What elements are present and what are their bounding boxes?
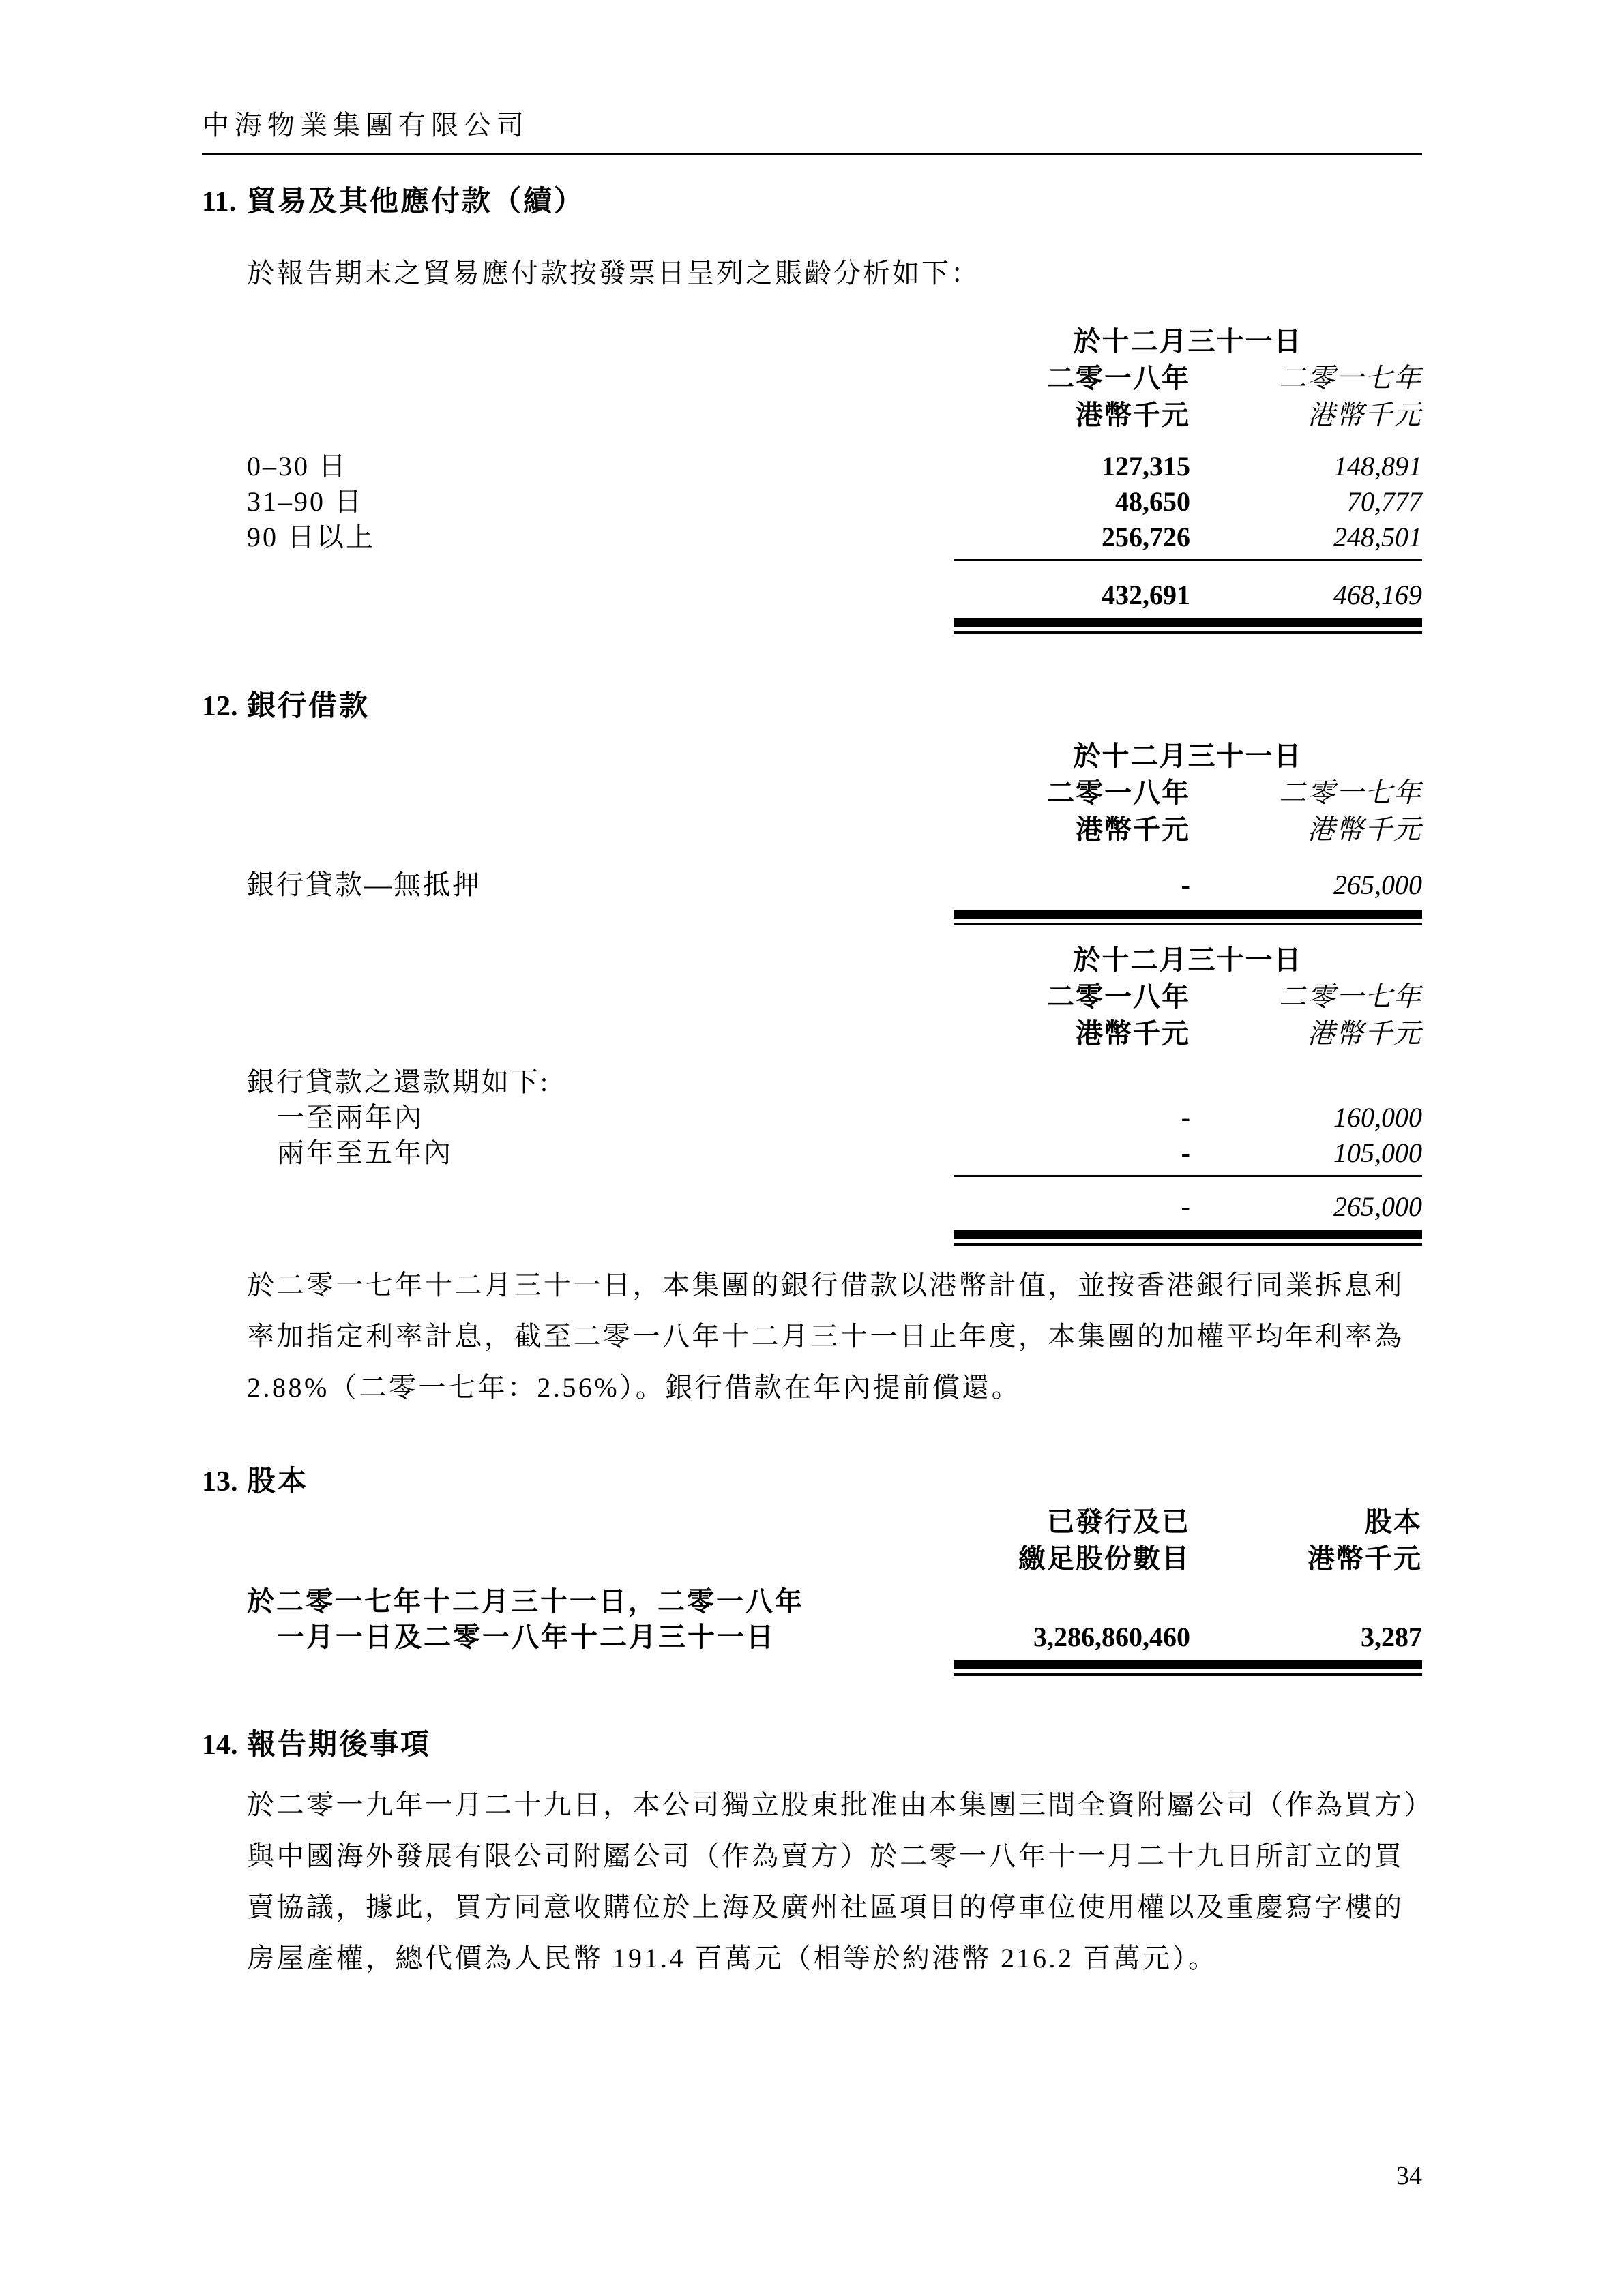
total-2017: 265,000 (1333, 1191, 1422, 1222)
section-14-title: 報告期後事項 (247, 1729, 432, 1761)
note-paragraph-14 (247, 1779, 1434, 1984)
section-12-heading (202, 689, 1422, 724)
aging-table-rows (247, 449, 1422, 555)
table-date-header: 於十二月三十一日 (1073, 944, 1303, 975)
row-label: 一至兩年內 (277, 1102, 424, 1133)
row-label (247, 1584, 954, 1655)
rule-double (954, 618, 1422, 634)
aging-table-header (247, 323, 1422, 434)
column-unit-2018: 港幣千元 (1076, 814, 1190, 845)
paragraph-line: 賣協議，據此，買方同意收購位於上海及廣州社區項目的停車位使用權以及重慶寫字樓的 (247, 1892, 1404, 1922)
value-2017: 148,891 (1333, 451, 1422, 481)
row-label: 31–90 日 (247, 486, 364, 517)
section-14-number: 14. (202, 1729, 238, 1761)
row-label: 兩年至五年內 (277, 1137, 453, 1168)
value-2017: 265,000 (1333, 869, 1422, 900)
table-row (247, 520, 1422, 555)
paragraph-line: 於二零一九年一月二十九日，本公司獨立股東批准由本集團三間全資附屬公司（作為買方） (247, 1789, 1434, 1820)
row-label: 0–30 日 (247, 451, 348, 481)
column-year-2018: 二零一八年 (1047, 777, 1190, 808)
bank-borrowings-table (247, 738, 1422, 925)
section-13-number: 13. (202, 1466, 238, 1497)
rule-single (954, 1175, 1422, 1177)
rule-double (954, 910, 1422, 925)
note-paragraph-12 (247, 1259, 1422, 1413)
row-label: 銀行貸款之還款期如下: (247, 1067, 550, 1097)
table-row (247, 484, 1422, 520)
column-unit-2017: 港幣千元 (1308, 814, 1422, 845)
rule-double (954, 1230, 1422, 1246)
column-unit-2017: 港幣千元 (1308, 400, 1422, 430)
column-year-2017: 二零一七年 (1279, 363, 1422, 393)
column-amount-line1: 股本 (1365, 1506, 1422, 1537)
section-12-number: 12. (202, 691, 238, 722)
repayment-table-header (247, 942, 1422, 1052)
value-2017: 105,000 (1333, 1137, 1422, 1168)
aging-intro: 於報告期末之貿易應付款按發票日呈列之賬齡分析如下： (247, 258, 980, 288)
column-shares-line1: 已發行及已 (1047, 1506, 1190, 1537)
value-2018: - (1181, 1137, 1190, 1168)
table-date-header: 於十二月三十一日 (1073, 326, 1303, 357)
repayment-table (247, 942, 1422, 1246)
total-row (247, 578, 1422, 613)
paragraph-line: 於二零一七年十二月三十一日，本集團的銀行借款以港幣計值，並按香港銀行同業拆息利 (247, 1270, 1404, 1300)
column-year-2018: 二零一八年 (1047, 363, 1190, 393)
row-label-line1: 於二零一七年十二月三十一日，二零一八年 (247, 1586, 804, 1617)
section-12-title: 銀行借款 (247, 691, 370, 722)
table-row (247, 1100, 1422, 1135)
paragraph-line: 房屋產權，總代價為人民幣 191.4 百萬元（相等於約港幣 216.2 百萬元）。 (247, 1943, 1218, 1973)
value-2018: 127,315 (1102, 451, 1190, 481)
value-2018: 48,650 (1115, 486, 1190, 517)
paragraph-line: 率加指定利率計息，截至二零一八年十二月三十一日止年度，本集團的加權平均年利率為 (247, 1321, 1404, 1352)
table-row (247, 1064, 1422, 1100)
row-label: 90 日以上 (247, 522, 375, 552)
rule-double (954, 1660, 1422, 1676)
section-13-title: 股本 (247, 1466, 309, 1497)
column-unit-2018: 港幣千元 (1076, 400, 1190, 430)
total-row (247, 1189, 1422, 1225)
value-2017: 160,000 (1333, 1102, 1422, 1133)
repayment-rows (247, 1064, 1422, 1171)
section-14-heading (202, 1727, 1422, 1763)
total-2017: 468,169 (1333, 580, 1422, 610)
value-2017: 248,501 (1333, 522, 1422, 552)
value-2018: - (1181, 869, 1190, 900)
row-label-line2: 一月一日及二零一八年十二月三十一日 (277, 1622, 776, 1652)
column-shares-line2: 繳足股份數目 (1018, 1543, 1190, 1574)
column-amount-line2: 港幣千元 (1308, 1543, 1422, 1574)
table-date-header: 於十二月三十一日 (1073, 741, 1303, 771)
table-row (247, 449, 1422, 484)
column-year-2017: 二零一七年 (1279, 981, 1422, 1012)
total-2018: - (1181, 1191, 1190, 1222)
total-2018: 432,691 (1102, 580, 1190, 610)
share-capital-table (247, 1504, 1422, 1676)
amount-value: 3,287 (1361, 1622, 1422, 1652)
column-year-2018: 二零一八年 (1047, 981, 1190, 1012)
column-unit-2018: 港幣千元 (1076, 1018, 1190, 1049)
shares-value: 3,286,860,460 (1033, 1622, 1190, 1652)
value-2017: 70,777 (1347, 486, 1422, 517)
table-row (247, 1135, 1422, 1171)
row-label: 銀行貸款—無抵押 (247, 869, 482, 900)
section-13-heading (202, 1464, 1422, 1500)
section-11-heading (202, 184, 1422, 220)
header-rule (202, 153, 1422, 155)
value-2018: - (1181, 1102, 1190, 1133)
section-11-number: 11. (202, 186, 237, 218)
aging-table (247, 323, 1422, 634)
paragraph-line: 2.88%（二零一七年：2.56%）。銀行借款在年內提前償還。 (247, 1372, 1022, 1403)
company-name: 中海物業集團有限公司 (202, 110, 529, 140)
bank-table-header (247, 738, 1422, 848)
table-row (247, 867, 1422, 903)
table-row (247, 1584, 1422, 1655)
share-capital-header (247, 1504, 1422, 1577)
section-11-title: 貿易及其他應付款（續） (247, 186, 585, 218)
rule-single (954, 559, 1422, 561)
value-2018: 256,726 (1102, 522, 1190, 552)
column-unit-2017: 港幣千元 (1308, 1018, 1422, 1049)
page-number: 34 (1396, 2162, 1422, 2190)
column-year-2017: 二零一七年 (1279, 777, 1422, 808)
paragraph-line: 與中國海外發展有限公司附屬公司（作為賣方）於二零一八年十一月二十九日所訂立的買 (247, 1840, 1404, 1871)
